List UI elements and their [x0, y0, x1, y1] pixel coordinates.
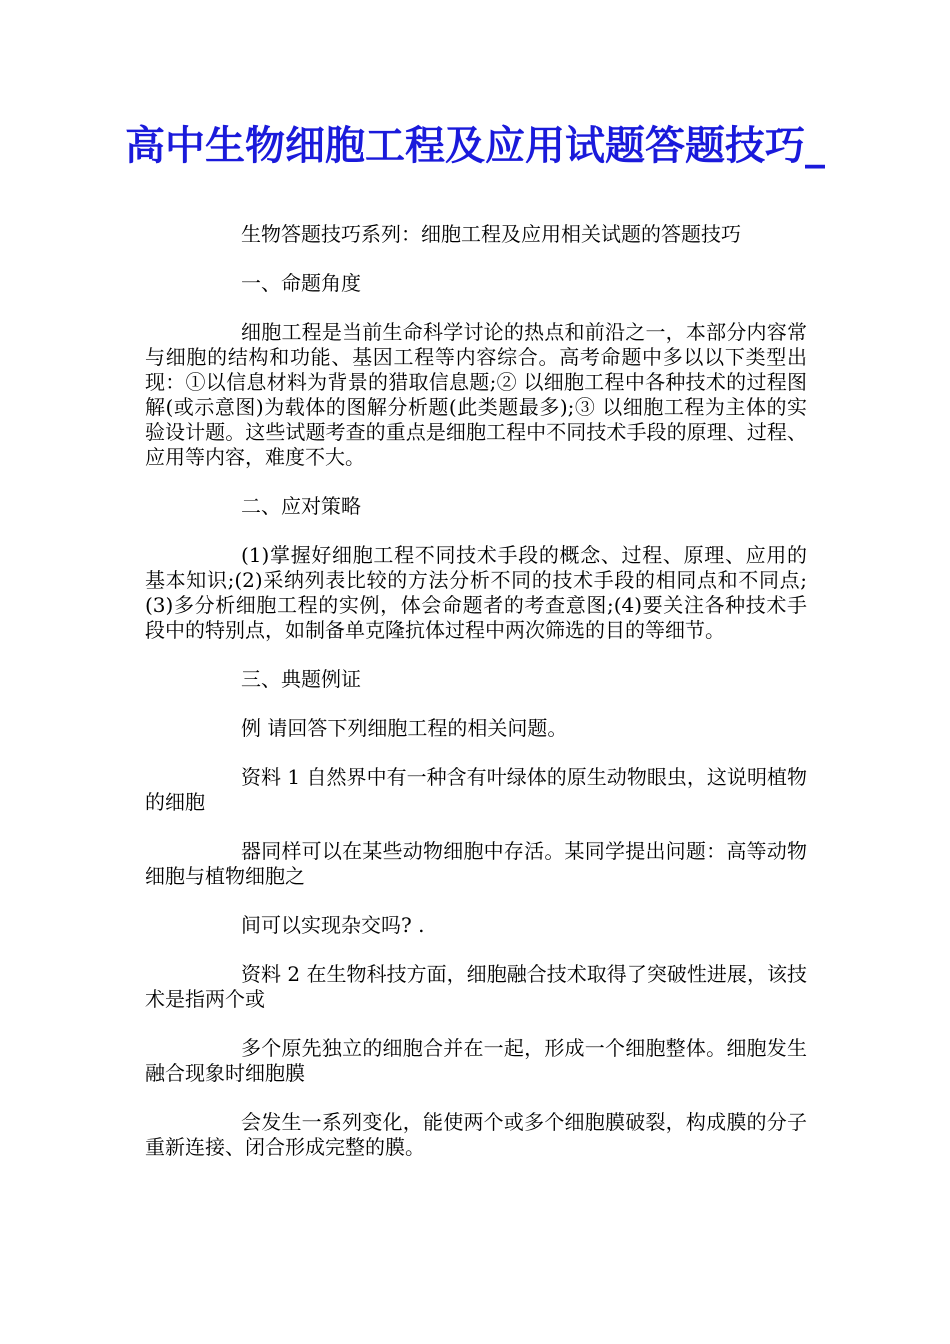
material-2-paragraph-c: 会发生一系列变化，能使两个或多个细胞膜破裂，构成膜的分子重新连接、闭合形成完整的膜。: [145, 1110, 807, 1159]
document-title: 高中生物细胞工程及应用试题答题技巧_: [125, 122, 825, 169]
intro-paragraph: 生物答题技巧系列：细胞工程及应用相关试题的答题技巧: [241, 222, 741, 246]
material-2-paragraph-a: 资料 2 在生物科技方面，细胞融合技术取得了突破性进展，该技术是指两个或: [145, 962, 807, 1011]
material-1-paragraph-b: 器同样可以在某些动物细胞中存活。某同学提出问题：高等动物细胞与植物细胞之: [145, 839, 807, 888]
material-1-paragraph-a: 资料 1 自然界中有一种含有叶绿体的原生动物眼虫，这说明植物的细胞: [145, 765, 807, 814]
section-heading-strategy: 二、应对策略: [241, 494, 361, 518]
strategy-paragraph: (1)掌握好细胞工程不同技术手段的概念、过程、原理、应用的基本知识;(2)采纳列表比较的方法分析不同的技术手段的相同点和不同点;(3)多分析细胞工程的实例，体会命题者的考查意图;(4)要关注各种技术手段中的特别点，如制备单克隆抗体过程中两次筛选的目的等细节。: [145, 543, 807, 642]
material-2-paragraph-b: 多个原先独立的细胞合并在一起，形成一个细胞整体。细胞发生融合现象时细胞膜: [145, 1036, 807, 1085]
section-heading-examples: 三、典题例证: [241, 667, 361, 691]
material-1-paragraph-c: 间可以实现杂交吗? .: [241, 913, 425, 937]
document-body: [145, 222, 807, 1160]
section-heading-proposition-angle: 一、命题角度: [241, 271, 361, 295]
proposition-angle-paragraph: 细胞工程是当前生命科学讨论的热点和前沿之一，本部分内容常与细胞的结构和功能、基因工程等内容综合。高考命题中多以以下类型出现：①以信息材料为背景的猎取信息题;② 以细胞工程中各种技术的过程图解(或示意图)为载体的图解分析题(此类题最多);③ 以细胞工程为主体的实验设计题。这些试题考查的重点是细胞工程中不同技术手段的原理、过程、应用等内容，难度不大。: [145, 320, 807, 469]
example-intro-paragraph: 例 请回答下列细胞工程的相关问题。: [241, 716, 568, 740]
